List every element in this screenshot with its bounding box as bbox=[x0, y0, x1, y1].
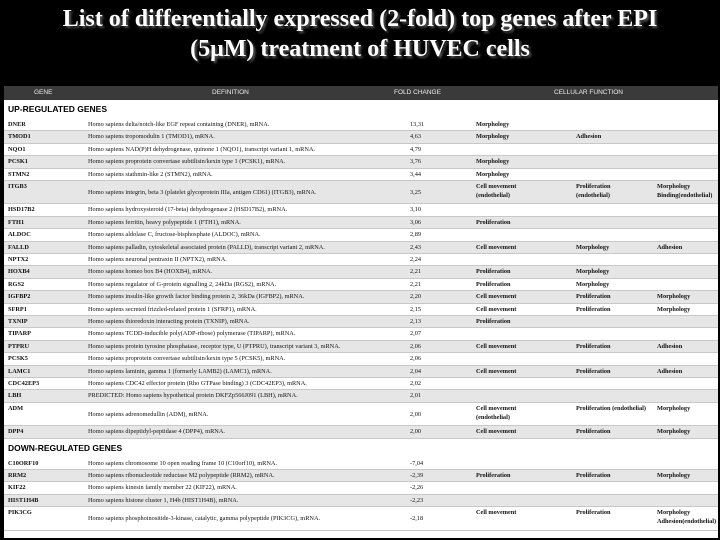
cellular-function: Morphology bbox=[476, 121, 510, 128]
fold-change: 2,20 bbox=[410, 293, 422, 301]
fold-change: 2,21 bbox=[410, 280, 422, 288]
gene-definition: Homo sapiens CDC42 effector protein (Rho GTPase binding) 3 (CDC42EP3), mRNA. bbox=[88, 379, 307, 387]
gene-symbol: PCSK5 bbox=[8, 355, 28, 363]
gene-definition: Homo sapiens integrin, beta 3 (platelet glycoprotein IIIa, antigen CD61) (ITGB3), mRNA. bbox=[88, 188, 317, 196]
cellular-function: Proliferation bbox=[576, 509, 611, 517]
table-row bbox=[4, 131, 718, 143]
gene-symbol: IGFBP2 bbox=[8, 293, 31, 301]
gene-definition: Homo sapiens phosphoinositide-3-kinase, catalytic, gamma polypeptide (PIK3CG), mRNA. bbox=[88, 515, 321, 523]
cellular-function: Adhesion bbox=[657, 367, 683, 375]
cellular-function: Proliferation bbox=[476, 268, 511, 276]
header-definition: DEFINITION bbox=[212, 89, 249, 96]
fold-change: 4,63 bbox=[410, 133, 422, 141]
table-row bbox=[4, 341, 718, 353]
gene-symbol: NPTX2 bbox=[8, 256, 29, 264]
cellular-function: Cell movement bbox=[476, 509, 517, 517]
cellular-function: Cell movement bbox=[476, 342, 517, 350]
gene-symbol: NQO1 bbox=[8, 145, 26, 153]
gene-definition: Homo sapiens insulin-like growth factor binding protein 2, 36kDa (IGFBP2), mRNA. bbox=[88, 293, 305, 301]
cellular-function: Morphology bbox=[657, 182, 691, 190]
table-row bbox=[4, 229, 718, 241]
fold-change: 3,44 bbox=[410, 170, 422, 178]
cellular-function: Morphology bbox=[657, 305, 691, 313]
gene-definition: Homo sapiens tropomodulin 1 (TMOD1), mRNA. bbox=[88, 133, 215, 141]
cellular-function: Proliferation bbox=[476, 280, 511, 288]
table-row bbox=[4, 266, 718, 278]
gene-definition: Homo sapiens dipeptidyl-peptidase 4 (DPP4), mRNA. bbox=[88, 428, 225, 436]
cellular-function: Morphology bbox=[657, 509, 691, 517]
cellular-function: Proliferation bbox=[476, 471, 511, 479]
table-row bbox=[4, 181, 718, 205]
cellular-function: Morphology bbox=[576, 268, 610, 276]
table-row bbox=[4, 204, 718, 216]
gene-symbol: DPP4 bbox=[8, 428, 24, 436]
gene-definition: Homo sapiens proprotein convertase subtilisin/kexin type 5 (PCSK5), mRNA. bbox=[88, 355, 286, 363]
cellular-function: Cell movement bbox=[476, 305, 517, 313]
cellular-function: Adhesion bbox=[657, 243, 683, 251]
cellular-function: Proliferation bbox=[576, 367, 611, 375]
cellular-function: Cell movement bbox=[476, 404, 517, 412]
table-row bbox=[4, 366, 718, 378]
table-row bbox=[4, 378, 718, 390]
gene-definition: Homo sapiens aldolase C, fructose-bisphosphate (ALDOC), mRNA. bbox=[88, 231, 261, 239]
cellular-function: Morphology bbox=[476, 133, 510, 141]
cellular-function: Cell movement bbox=[476, 293, 517, 301]
fold-change: 3,06 bbox=[410, 218, 422, 226]
gene-symbol: C10ORF10 bbox=[8, 459, 39, 467]
table-row bbox=[4, 458, 718, 470]
gene-definition: Homo sapiens protein tyrosine phosphatase, receptor type, U (PTPRU), transcript variant 3, mRNA. bbox=[88, 342, 341, 350]
table-row bbox=[4, 390, 718, 402]
table-body bbox=[4, 100, 718, 531]
table-row bbox=[4, 470, 718, 482]
fold-change: -2,39 bbox=[410, 471, 424, 479]
table-row bbox=[4, 279, 718, 291]
fold-change: 2,21 bbox=[410, 268, 422, 276]
table-row bbox=[4, 144, 718, 156]
gene-definition: Homo sapiens TCDD-inducible poly(ADP-ribose) polymerase (TIPARP), mRNA. bbox=[88, 330, 296, 338]
gene-definition: Homo sapiens proprotein convertase subtilisin/kexin type 1 (PCSK1), mRNA. bbox=[88, 158, 286, 166]
fold-change: 2,13 bbox=[410, 317, 422, 325]
table-row bbox=[4, 291, 718, 303]
fold-change: -2,18 bbox=[410, 515, 424, 523]
gene-symbol: HSD17B2 bbox=[8, 206, 35, 214]
gene-symbol: CDC42EP3 bbox=[8, 379, 40, 387]
gene-definition: Homo sapiens ferritin, heavy polypeptide 1 (FTH1), mRNA. bbox=[88, 218, 241, 226]
cellular-function: Morphology bbox=[476, 170, 510, 178]
cellular-function: Cell movement bbox=[476, 182, 517, 190]
gene-definition: Homo sapiens homeo box B4 (HOXB4), mRNA. bbox=[88, 268, 213, 276]
gene-symbol: LBH bbox=[8, 392, 22, 400]
cellular-function: Adhesion bbox=[576, 133, 602, 141]
fold-change: 2,02 bbox=[410, 379, 422, 387]
gene-symbol: ITGB3 bbox=[8, 182, 27, 190]
cellular-function: Morphology bbox=[576, 243, 610, 251]
table-row bbox=[4, 242, 718, 254]
cellular-function-detail: (endothelial) bbox=[576, 191, 610, 199]
gene-definition: Homo sapiens hydroxysteroid (17-beta) dehydrogenase 2 (HSD17B2), mRNA. bbox=[88, 206, 288, 214]
gene-definition: Homo sapiens laminin, gamma 1 (formerly LAMB2) (LAMC1), mRNA. bbox=[88, 367, 272, 375]
gene-symbol: PIK3CG bbox=[8, 509, 32, 517]
cellular-function: Morphology bbox=[657, 404, 691, 412]
cellular-function-detail: Adhesion(endothelial) bbox=[657, 518, 717, 526]
gene-table bbox=[4, 86, 718, 538]
gene-symbol: TMOD1 bbox=[8, 133, 31, 141]
gene-definition: Homo sapiens adrenomedullin (ADM), mRNA. bbox=[88, 410, 209, 418]
gene-definition: Homo sapiens histone cluster 1, H4b (HIST1H4B), mRNA. bbox=[88, 496, 239, 504]
gene-definition: Homo sapiens NAD(P)H dehydrogenase, quinone 1 (NQO1), transcript variant 1, mRNA. bbox=[88, 145, 315, 153]
table-row bbox=[4, 169, 718, 181]
cellular-function: Proliferation bbox=[576, 293, 611, 301]
section-label: DOWN-REGULATED GENES bbox=[8, 442, 123, 453]
gene-symbol: STMN2 bbox=[8, 170, 30, 178]
table-row bbox=[4, 217, 718, 229]
fold-change: -2,23 bbox=[410, 496, 424, 504]
cellular-function: Cell movement bbox=[476, 367, 517, 375]
title-line-2: (5μM) treatment of HUVEC cells bbox=[190, 36, 530, 62]
cellular-function: Proliferation bbox=[476, 218, 511, 226]
table-row bbox=[4, 353, 718, 365]
table-row bbox=[4, 119, 718, 131]
fold-change: 2,07 bbox=[410, 330, 422, 338]
cellular-function-detail: (endothelial) bbox=[476, 191, 510, 199]
table-row bbox=[4, 156, 718, 168]
gene-symbol: ALDOC bbox=[8, 231, 31, 239]
table-header bbox=[4, 86, 718, 100]
cellular-function-detail: Binding(endothelial) bbox=[657, 191, 713, 199]
title-line-1: List of differentially expressed (2-fold) top genes after EPI bbox=[62, 6, 658, 32]
cellular-function: Cell movement bbox=[476, 243, 517, 251]
table-row bbox=[4, 403, 718, 427]
gene-definition: Homo sapiens neuronal pentraxin II (NPTX2), mRNA. bbox=[88, 256, 227, 264]
gene-definition: PREDICTED: Homo sapiens hypothetical protein DKFZp566J091 (LBH), mRNA. bbox=[88, 392, 298, 400]
gene-symbol: TIPARP bbox=[8, 330, 31, 338]
gene-definition: Homo sapiens regulator of G-protein signalling 2, 24kDa (RGS2), mRNA. bbox=[88, 280, 277, 288]
cellular-function: Morphology bbox=[476, 158, 510, 166]
fold-change: 2,43 bbox=[410, 243, 422, 251]
table-row bbox=[4, 495, 718, 507]
gene-symbol: PCSK1 bbox=[8, 158, 28, 166]
cellular-function: Proliferation (endothelial) bbox=[576, 404, 647, 412]
fold-change: 2,89 bbox=[410, 231, 422, 239]
gene-symbol: PTPRU bbox=[8, 342, 29, 350]
gene-symbol: RRM2 bbox=[8, 471, 27, 479]
cellular-function: Proliferation bbox=[576, 471, 611, 479]
gene-definition: Homo sapiens delta/notch-like EGF repeat containing (DNER), mRNA. bbox=[88, 121, 270, 128]
gene-definition: Homo sapiens chromosome 10 open reading frame 10 (C10orf10), mRNA. bbox=[88, 459, 278, 467]
gene-definition: Homo sapiens palladin, cytoskeletal associated protein (PALLD), transcript variant 2, mRNA. bbox=[88, 243, 325, 251]
fold-change: 2,06 bbox=[410, 355, 422, 363]
gene-symbol: HOXB4 bbox=[8, 268, 30, 276]
table-row bbox=[4, 304, 718, 316]
slide-title bbox=[0, 4, 720, 64]
gene-symbol: HIST1H4B bbox=[8, 496, 39, 504]
gene-symbol: RGS2 bbox=[8, 280, 25, 288]
fold-change: 2,04 bbox=[410, 367, 422, 375]
gene-symbol: KIF22 bbox=[8, 484, 26, 492]
fold-change: -2,26 bbox=[410, 484, 424, 492]
fold-change: 2,01 bbox=[410, 392, 422, 400]
table-row bbox=[4, 482, 718, 494]
fold-change: 2,24 bbox=[410, 256, 422, 264]
cellular-function: Morphology bbox=[657, 428, 691, 436]
gene-symbol: SFRP1 bbox=[8, 305, 27, 313]
table-row bbox=[4, 507, 718, 531]
cellular-function-detail: (endothelial) bbox=[476, 413, 510, 421]
cellular-function: Proliferation bbox=[576, 342, 611, 350]
cellular-function: Cell movement bbox=[476, 428, 517, 436]
gene-definition: Homo sapiens thioredoxin interacting protein (TXNIP), mRNA. bbox=[88, 317, 250, 325]
gene-symbol: ADM bbox=[8, 404, 24, 412]
cellular-function: Proliferation bbox=[476, 317, 511, 325]
gene-symbol: DNER bbox=[8, 121, 26, 128]
gene-definition: Homo sapiens ribonucleotide reductase M2 polypeptide (RRM2), mRNA. bbox=[88, 471, 275, 479]
fold-change: 2,15 bbox=[410, 305, 422, 313]
cellular-function: Morphology bbox=[657, 293, 691, 301]
cellular-function: Proliferation bbox=[576, 428, 611, 436]
gene-definition: Homo sapiens secreted frizzled-related protein 1 (SFRP1), mRNA. bbox=[88, 305, 257, 313]
gene-symbol: FALLD bbox=[8, 243, 29, 251]
header-fold-change: FOLD CHANGE bbox=[394, 89, 441, 96]
table-row bbox=[4, 254, 718, 266]
gene-symbol: LAMC1 bbox=[8, 367, 31, 375]
gene-symbol: FTH1 bbox=[8, 218, 25, 226]
gene-definition: Homo sapiens kinesin family member 22 (KIF22), mRNA. bbox=[88, 484, 237, 492]
cellular-function: Proliferation bbox=[576, 182, 611, 190]
fold-change: 2,06 bbox=[410, 342, 422, 350]
gene-definition: Homo sapiens stathmin-like 2 (STMN2), mRNA. bbox=[88, 170, 213, 178]
table-row bbox=[4, 328, 718, 340]
fold-change: -7,04 bbox=[410, 459, 424, 467]
cellular-function: Morphology bbox=[657, 471, 691, 479]
header-gene: GENE bbox=[34, 89, 53, 96]
cellular-function: Morphology bbox=[576, 280, 610, 288]
table-row bbox=[4, 316, 718, 328]
fold-change: 3,76 bbox=[410, 158, 422, 166]
header-cellular-function: CELLULAR FUNCTION bbox=[554, 89, 623, 96]
cellular-function: Proliferation bbox=[576, 305, 611, 313]
fold-change: 13,31 bbox=[410, 121, 425, 128]
fold-change: 3,25 bbox=[410, 188, 422, 196]
gene-symbol: TXNIP bbox=[8, 317, 28, 325]
cellular-function: Adhesion bbox=[657, 342, 683, 350]
table-row bbox=[4, 426, 718, 438]
fold-change: 3,10 bbox=[410, 206, 422, 214]
section-label: UP-REGULATED GENES bbox=[8, 104, 108, 114]
fold-change: 4,79 bbox=[410, 145, 422, 153]
fold-change: 2,00 bbox=[410, 428, 422, 436]
fold-change: 2,00 bbox=[410, 410, 422, 418]
